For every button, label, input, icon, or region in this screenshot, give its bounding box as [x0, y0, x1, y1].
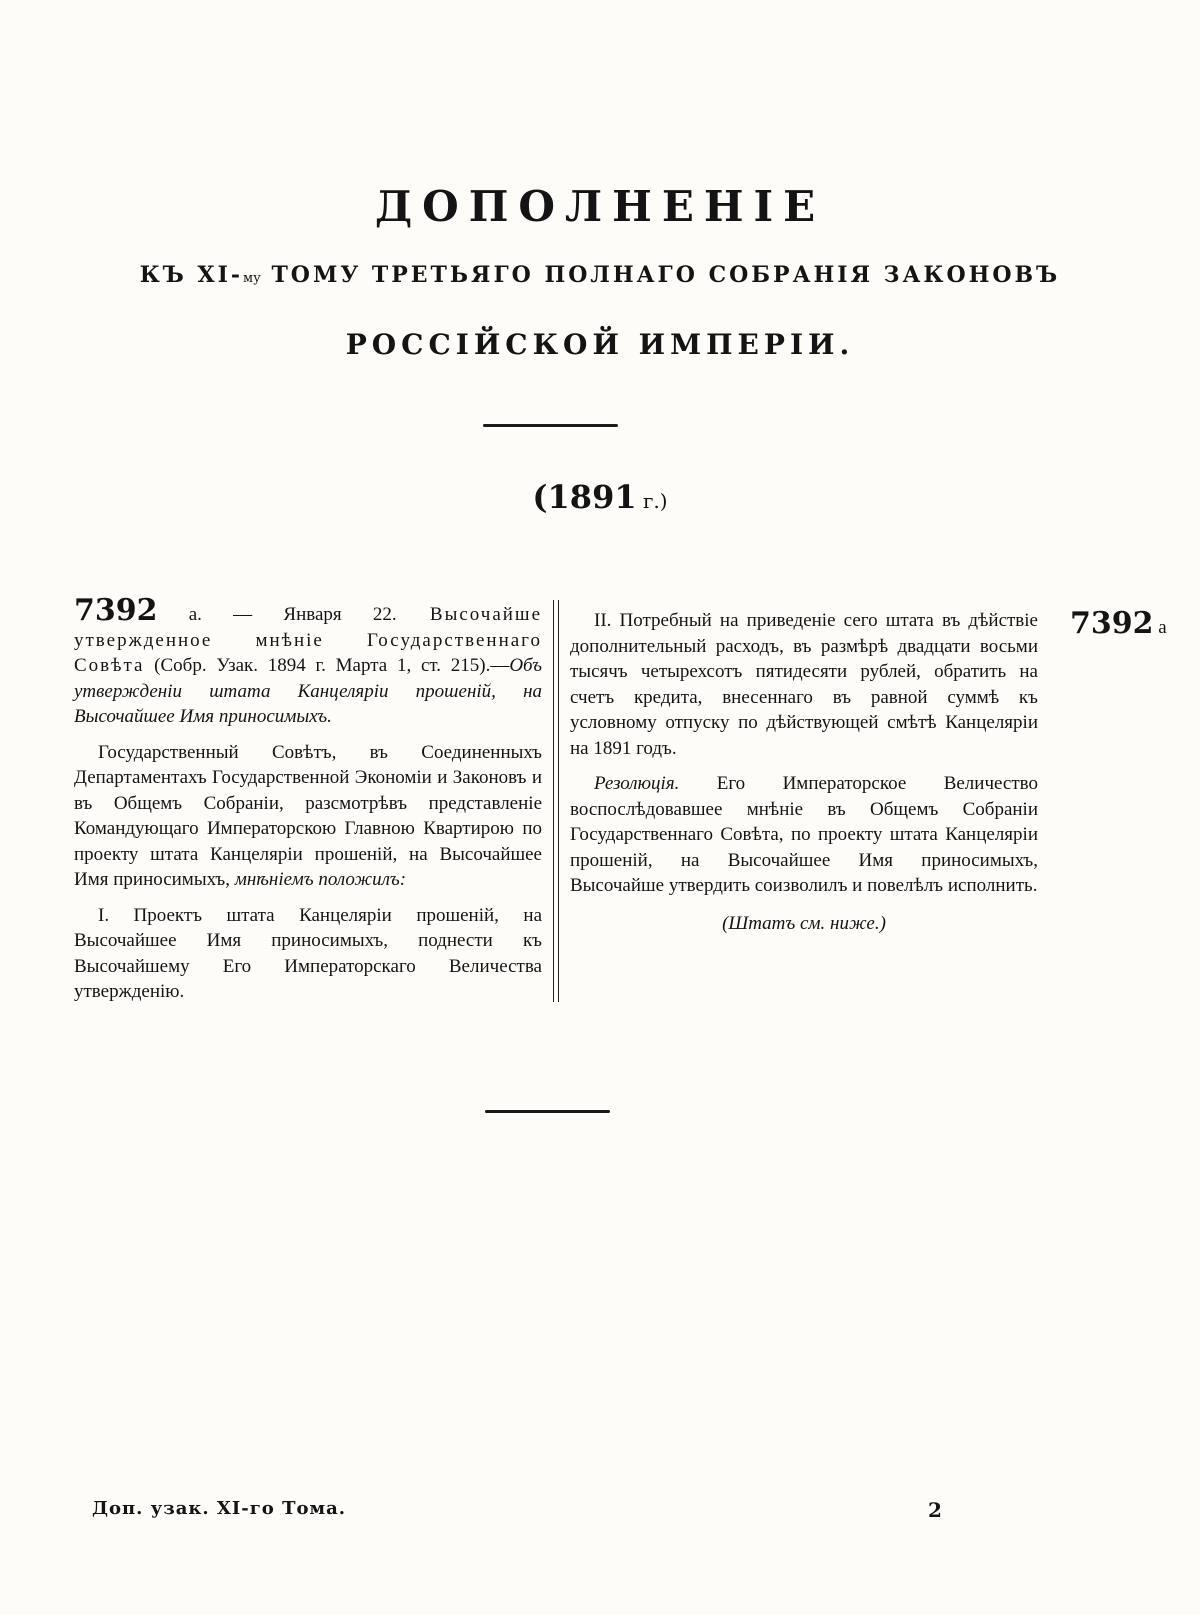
- entry-heading-text: Высочайше утвержденное мнѣніе Государственнаго Совѣта: [74, 604, 543, 676]
- resolution-label: Резолюція.: [594, 773, 680, 794]
- paragraph-council-italic: мнѣніемъ положилъ:: [234, 869, 407, 890]
- entry-number-suffix: а. —: [157, 604, 284, 625]
- year-suffix: г.): [636, 489, 668, 513]
- year-heading: [0, 478, 1200, 516]
- page-number: 2: [928, 1498, 942, 1522]
- margin-entry-number: [1070, 606, 1167, 641]
- subtitle-pre: КЪ XI-: [139, 262, 244, 288]
- margin-number-suffix: а: [1153, 617, 1167, 638]
- margin-number: 7392: [1070, 606, 1154, 641]
- year-open-paren: (: [532, 478, 548, 516]
- top-divider-rule: [483, 424, 618, 427]
- document-title: ДОПОЛНЕНІЕ: [374, 182, 826, 231]
- subtitle-superscript: му: [243, 271, 261, 286]
- entry-subject: Объ утвержденіи штата Канцеляріи прошеній, на Высочайшее Имя приносимыхъ.: [74, 655, 542, 727]
- entry-number: 7392: [74, 593, 158, 628]
- paragraph-resolution: [570, 771, 1038, 899]
- subtitle-post: ТОМУ ТРЕТЬЯГО ПОЛНАГО СОБРАНІЯ ЗАКОНОВЪ: [260, 262, 1061, 288]
- entry-citation: (Собр. Узак. 1894 г. Марта 1, ст. 215).—: [144, 655, 510, 676]
- entry-heading: [74, 593, 543, 730]
- left-column: [74, 593, 543, 1015]
- paragraph-item-1: I. Проектъ штата Канцеляріи прошеній, на Высочайшее Имя приносимыхъ, поднести къ Высочайшему Его Императорскаго Величества утвержденію.: [74, 904, 542, 1002]
- document-subtitle: [0, 262, 1200, 288]
- entry-date: Января 22.: [283, 604, 397, 625]
- year-value: 1891: [547, 478, 637, 516]
- footer-signature: Доп. узак. XI-го Тома.: [92, 1498, 347, 1519]
- column-divider: [553, 600, 559, 1002]
- paragraph-item-2: II. Потребный на приведеніе сего штата въ дѣйствіе дополнительный расходъ, въ размѣрѣ двадцати восьми тысячъ четырехсотъ пятидесяти рублей, обратить на счетъ кредита, внесеннаго въ равной суммѣ къ условному отпуску по дѣйствующей смѣтѣ Канцеляріи на 1891 годъ.: [570, 610, 1038, 759]
- bottom-divider-rule: [485, 1110, 610, 1113]
- resolution-text: Его Императорское Величество воспослѣдовавшее мнѣніе въ Общемъ Собраніи Государственнаго Совѣта, по проекту штата Канцеляріи прошеній, на Высочайшее Имя приносимыхъ, Высочайше утвердить соизволилъ и повелѣлъ исполнить.: [570, 773, 1038, 896]
- document-subtitle-2: РОССІЙСКОЙ ИМПЕРІИ.: [345, 328, 855, 361]
- paragraph-council-text: Государственный Совѣтъ, въ Соединенныхъ Департаментахъ Государственной Экономіи и Законовъ и въ Общемъ Собраніи, разсмотрѣвъ представленіе Командующаго Императорскою Главною Квартирою по проекту штата Канцеляріи прошеній, на Высочайшее Имя приносимыхъ,: [74, 741, 542, 890]
- staff-note: (Штатъ см. ниже.): [722, 912, 886, 934]
- paragraph-council: [74, 740, 542, 893]
- right-column: [570, 608, 1038, 946]
